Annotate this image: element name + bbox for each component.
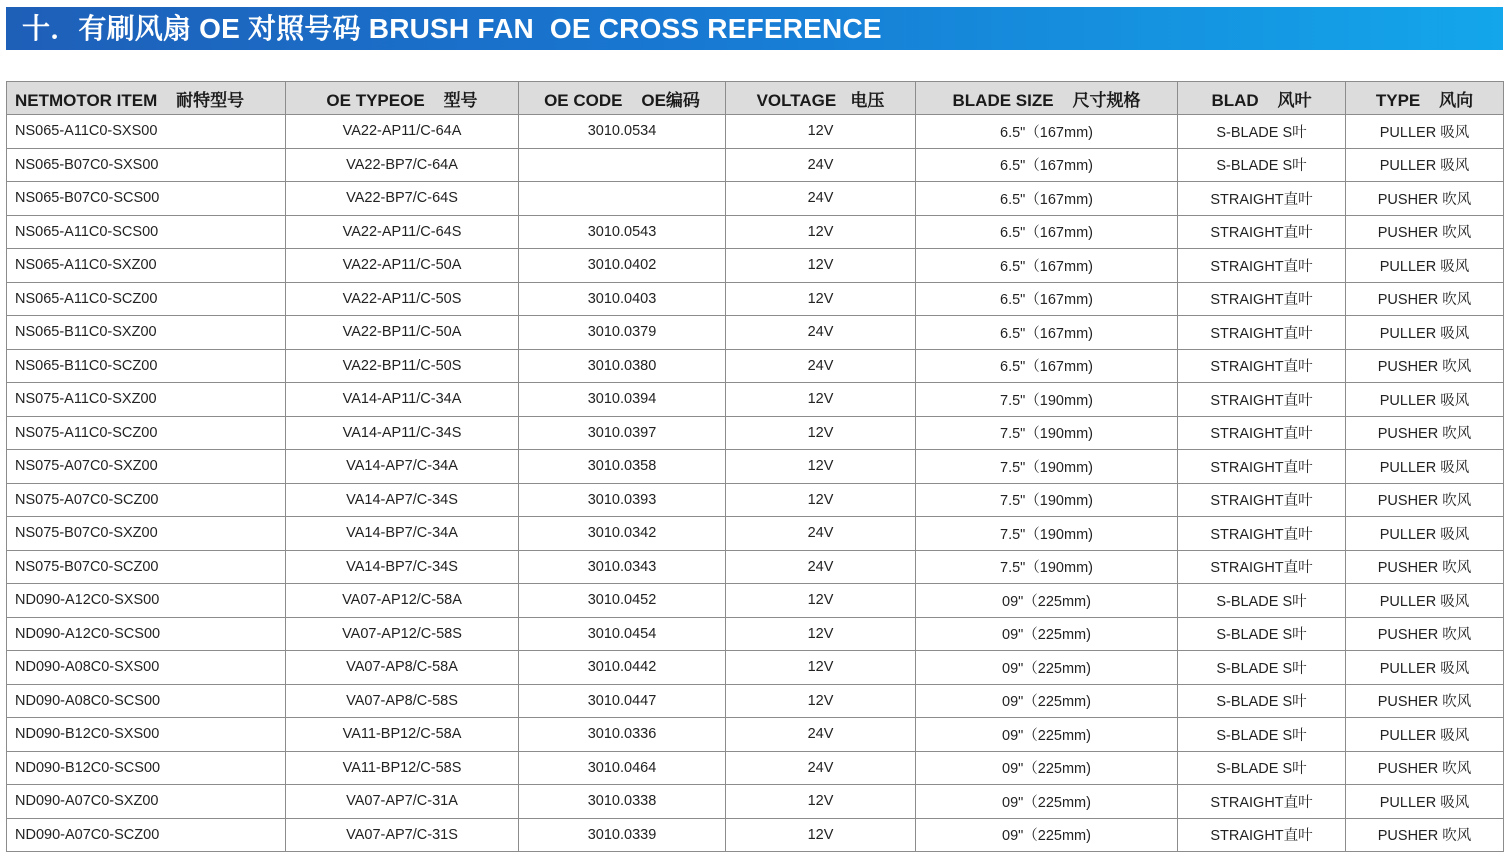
oe-code-cell: 3010.0393 bbox=[519, 483, 726, 517]
oe-code-cell: 3010.0338 bbox=[519, 785, 726, 819]
voltage-cell: 12V bbox=[726, 215, 916, 249]
netmotor-item-cell: NS075-A11C0-SXZ00 bbox=[7, 383, 286, 417]
table-row bbox=[7, 182, 1504, 216]
netmotor-item-cell: ND090-A08C0-SXS00 bbox=[7, 651, 286, 685]
blade-size-cell: 7.5"（190mm) bbox=[916, 416, 1178, 450]
oe-type-cell: VA14-AP7/C-34S bbox=[286, 483, 519, 517]
netmotor-item-cell: NS075-A11C0-SCZ00 bbox=[7, 416, 286, 450]
table-header-row bbox=[7, 82, 1504, 115]
oe-type-cell: VA14-AP7/C-34A bbox=[286, 450, 519, 484]
blade-cell: STRAIGHT直叶 bbox=[1178, 450, 1346, 484]
table-row bbox=[7, 651, 1504, 685]
blade-cell: STRAIGHT直叶 bbox=[1178, 785, 1346, 819]
netmotor-item-cell: NS065-B11C0-SCZ00 bbox=[7, 349, 286, 383]
blade-size-cell: 6.5"（167mm) bbox=[916, 115, 1178, 149]
netmotor-item-cell: NS065-A11C0-SCS00 bbox=[7, 215, 286, 249]
oe-type-cell: VA14-AP11/C-34S bbox=[286, 416, 519, 450]
table-row bbox=[7, 785, 1504, 819]
table-row bbox=[7, 584, 1504, 618]
blade-cell: STRAIGHT直叶 bbox=[1178, 349, 1346, 383]
oe-type-cell: VA22-BP11/C-50S bbox=[286, 349, 519, 383]
oe-code-cell: 3010.0452 bbox=[519, 584, 726, 618]
type-cell: PUSHER 吹风 bbox=[1346, 550, 1504, 584]
netmotor-item-cell: ND090-A07C0-SCZ00 bbox=[7, 818, 286, 852]
voltage-cell: 12V bbox=[726, 416, 916, 450]
type-cell: PULLER 吸风 bbox=[1346, 517, 1504, 551]
table-row bbox=[7, 349, 1504, 383]
oe-code-cell: 3010.0339 bbox=[519, 818, 726, 852]
blade-size-cell: 7.5"（190mm) bbox=[916, 450, 1178, 484]
table-row bbox=[7, 517, 1504, 551]
oe-type-cell: VA07-AP7/C-31S bbox=[286, 818, 519, 852]
oe-type-cell: VA07-AP7/C-31A bbox=[286, 785, 519, 819]
netmotor-item-cell: NS065-B07C0-SXS00 bbox=[7, 148, 286, 182]
oe-type-cell: VA11-BP12/C-58S bbox=[286, 751, 519, 785]
voltage-cell: 24V bbox=[726, 316, 916, 350]
blade-cell: STRAIGHT直叶 bbox=[1178, 517, 1346, 551]
table-row bbox=[7, 450, 1504, 484]
voltage-cell: 12V bbox=[726, 684, 916, 718]
voltage-cell: 12V bbox=[726, 651, 916, 685]
oe-type-cell: VA14-BP7/C-34A bbox=[286, 517, 519, 551]
table-row bbox=[7, 751, 1504, 785]
blade-cell: STRAIGHT直叶 bbox=[1178, 818, 1346, 852]
type-cell: PULLER 吸风 bbox=[1346, 316, 1504, 350]
blade-size-cell: 7.5"（190mm) bbox=[916, 483, 1178, 517]
oe-type-cell: VA14-AP11/C-34A bbox=[286, 383, 519, 417]
table-body bbox=[7, 115, 1504, 852]
voltage-cell: 12V bbox=[726, 818, 916, 852]
blade-cell: STRAIGHT直叶 bbox=[1178, 416, 1346, 450]
oe-cross-reference-table bbox=[6, 81, 1504, 852]
voltage-cell: 12V bbox=[726, 282, 916, 316]
header-blade: BLAD 风叶 bbox=[1178, 82, 1346, 115]
oe-code-cell: 3010.0447 bbox=[519, 684, 726, 718]
netmotor-item-cell: NS075-B07C0-SCZ00 bbox=[7, 550, 286, 584]
oe-type-cell: VA11-BP12/C-58A bbox=[286, 718, 519, 752]
oe-type-cell: VA22-AP11/C-50S bbox=[286, 282, 519, 316]
netmotor-item-cell: NS065-B07C0-SCS00 bbox=[7, 182, 286, 216]
type-cell: PUSHER 吹风 bbox=[1346, 349, 1504, 383]
oe-code-cell: 3010.0397 bbox=[519, 416, 726, 450]
type-cell: PUSHER 吹风 bbox=[1346, 282, 1504, 316]
blade-size-cell: 09"（225mm) bbox=[916, 684, 1178, 718]
blade-cell: S-BLADE S叶 bbox=[1178, 718, 1346, 752]
header-netmotor-item: NETMOTOR ITEM 耐特型号 bbox=[7, 82, 286, 115]
netmotor-item-cell: NS065-A11C0-SCZ00 bbox=[7, 282, 286, 316]
oe-type-cell: VA14-BP7/C-34S bbox=[286, 550, 519, 584]
blade-cell: S-BLADE S叶 bbox=[1178, 751, 1346, 785]
table-row bbox=[7, 282, 1504, 316]
type-cell: PUSHER 吹风 bbox=[1346, 483, 1504, 517]
netmotor-item-cell: NS075-B07C0-SXZ00 bbox=[7, 517, 286, 551]
oe-type-cell: VA22-BP7/C-64S bbox=[286, 182, 519, 216]
table-row bbox=[7, 818, 1504, 852]
table-row bbox=[7, 617, 1504, 651]
type-cell: PULLER 吸风 bbox=[1346, 148, 1504, 182]
blade-cell: STRAIGHT直叶 bbox=[1178, 316, 1346, 350]
oe-code-cell: 3010.0343 bbox=[519, 550, 726, 584]
oe-code-cell: 3010.0342 bbox=[519, 517, 726, 551]
type-cell: PUSHER 吹风 bbox=[1346, 684, 1504, 718]
netmotor-item-cell: NS065-A11C0-SXZ00 bbox=[7, 249, 286, 283]
voltage-cell: 12V bbox=[726, 483, 916, 517]
blade-cell: S-BLADE S叶 bbox=[1178, 148, 1346, 182]
type-cell: PULLER 吸风 bbox=[1346, 249, 1504, 283]
oe-type-cell: VA07-AP12/C-58A bbox=[286, 584, 519, 618]
type-cell: PULLER 吸风 bbox=[1346, 651, 1504, 685]
blade-cell: STRAIGHT直叶 bbox=[1178, 249, 1346, 283]
oe-type-cell: VA22-AP11/C-50A bbox=[286, 249, 519, 283]
blade-size-cell: 6.5"（167mm) bbox=[916, 182, 1178, 216]
table-row bbox=[7, 550, 1504, 584]
oe-type-cell: VA07-AP8/C-58S bbox=[286, 684, 519, 718]
voltage-cell: 24V bbox=[726, 550, 916, 584]
table-row bbox=[7, 115, 1504, 149]
oe-type-cell: VA22-BP11/C-50A bbox=[286, 316, 519, 350]
oe-type-cell: VA07-AP12/C-58S bbox=[286, 617, 519, 651]
blade-size-cell: 09"（225mm) bbox=[916, 718, 1178, 752]
type-cell: PUSHER 吹风 bbox=[1346, 751, 1504, 785]
netmotor-item-cell: NS065-B11C0-SXZ00 bbox=[7, 316, 286, 350]
blade-size-cell: 6.5"（167mm) bbox=[916, 249, 1178, 283]
netmotor-item-cell: ND090-A07C0-SXZ00 bbox=[7, 785, 286, 819]
oe-code-cell: 3010.0543 bbox=[519, 215, 726, 249]
oe-code-cell: 3010.0442 bbox=[519, 651, 726, 685]
voltage-cell: 12V bbox=[726, 584, 916, 618]
table-row bbox=[7, 416, 1504, 450]
oe-code-cell: 3010.0379 bbox=[519, 316, 726, 350]
blade-size-cell: 09"（225mm) bbox=[916, 651, 1178, 685]
type-cell: PULLER 吸风 bbox=[1346, 584, 1504, 618]
netmotor-item-cell: ND090-B12C0-SXS00 bbox=[7, 718, 286, 752]
blade-cell: STRAIGHT直叶 bbox=[1178, 182, 1346, 216]
netmotor-item-cell: ND090-B12C0-SCS00 bbox=[7, 751, 286, 785]
blade-cell: STRAIGHT直叶 bbox=[1178, 282, 1346, 316]
oe-code-cell bbox=[519, 182, 726, 216]
oe-code-cell: 3010.0534 bbox=[519, 115, 726, 149]
netmotor-item-cell: ND090-A12C0-SCS00 bbox=[7, 617, 286, 651]
voltage-cell: 12V bbox=[726, 115, 916, 149]
netmotor-item-cell: NS075-A07C0-SXZ00 bbox=[7, 450, 286, 484]
oe-code-cell: 3010.0394 bbox=[519, 383, 726, 417]
oe-code-cell: 3010.0454 bbox=[519, 617, 726, 651]
blade-size-cell: 09"（225mm) bbox=[916, 584, 1178, 618]
voltage-cell: 12V bbox=[726, 383, 916, 417]
oe-code-cell: 3010.0358 bbox=[519, 450, 726, 484]
voltage-cell: 12V bbox=[726, 249, 916, 283]
title-banner bbox=[6, 7, 1503, 50]
type-cell: PULLER 吸风 bbox=[1346, 383, 1504, 417]
blade-size-cell: 7.5"（190mm) bbox=[916, 550, 1178, 584]
header-voltage: VOLTAGE 电压 bbox=[726, 82, 916, 115]
netmotor-item-cell: ND090-A08C0-SCS00 bbox=[7, 684, 286, 718]
oe-code-cell: 3010.0464 bbox=[519, 751, 726, 785]
header-oe-code: OE CODE OE编码 bbox=[519, 82, 726, 115]
blade-cell: S-BLADE S叶 bbox=[1178, 617, 1346, 651]
oe-type-cell: VA22-AP11/C-64S bbox=[286, 215, 519, 249]
oe-code-cell: 3010.0336 bbox=[519, 718, 726, 752]
voltage-cell: 24V bbox=[726, 148, 916, 182]
voltage-cell: 24V bbox=[726, 517, 916, 551]
voltage-cell: 24V bbox=[726, 182, 916, 216]
netmotor-item-cell: NS065-A11C0-SXS00 bbox=[7, 115, 286, 149]
blade-cell: STRAIGHT直叶 bbox=[1178, 483, 1346, 517]
table-row bbox=[7, 483, 1504, 517]
blade-cell: STRAIGHT直叶 bbox=[1178, 383, 1346, 417]
table-row bbox=[7, 718, 1504, 752]
table-row bbox=[7, 316, 1504, 350]
voltage-cell: 24V bbox=[726, 718, 916, 752]
type-cell: PULLER 吸风 bbox=[1346, 718, 1504, 752]
table-row bbox=[7, 684, 1504, 718]
type-cell: PUSHER 吹风 bbox=[1346, 416, 1504, 450]
type-cell: PUSHER 吹风 bbox=[1346, 617, 1504, 651]
oe-code-cell: 3010.0403 bbox=[519, 282, 726, 316]
blade-size-cell: 6.5"（167mm) bbox=[916, 215, 1178, 249]
voltage-cell: 24V bbox=[726, 349, 916, 383]
blade-size-cell: 6.5"（167mm) bbox=[916, 282, 1178, 316]
blade-size-cell: 7.5"（190mm) bbox=[916, 517, 1178, 551]
blade-size-cell: 6.5"（167mm) bbox=[916, 349, 1178, 383]
blade-cell: S-BLADE S叶 bbox=[1178, 584, 1346, 618]
oe-code-cell bbox=[519, 148, 726, 182]
blade-cell: S-BLADE S叶 bbox=[1178, 684, 1346, 718]
blade-cell: STRAIGHT直叶 bbox=[1178, 215, 1346, 249]
blade-cell: S-BLADE S叶 bbox=[1178, 115, 1346, 149]
oe-type-cell: VA07-AP8/C-58A bbox=[286, 651, 519, 685]
page-title: 十．有刷风扇 OE 对照号码 BRUSH FAN OE CROSS REFERENCE bbox=[22, 13, 882, 44]
voltage-cell: 24V bbox=[726, 751, 916, 785]
oe-type-cell: VA22-AP11/C-64A bbox=[286, 115, 519, 149]
blade-size-cell: 6.5"（167mm) bbox=[916, 148, 1178, 182]
oe-code-cell: 3010.0402 bbox=[519, 249, 726, 283]
header-type: TYPE 风向 bbox=[1346, 82, 1504, 115]
blade-size-cell: 09"（225mm) bbox=[916, 818, 1178, 852]
table-row bbox=[7, 383, 1504, 417]
type-cell: PULLER 吸风 bbox=[1346, 785, 1504, 819]
type-cell: PUSHER 吹风 bbox=[1346, 182, 1504, 216]
header-blade-size: BLADE SIZE 尺寸规格 bbox=[916, 82, 1178, 115]
oe-code-cell: 3010.0380 bbox=[519, 349, 726, 383]
voltage-cell: 12V bbox=[726, 785, 916, 819]
voltage-cell: 12V bbox=[726, 450, 916, 484]
oe-type-cell: VA22-BP7/C-64A bbox=[286, 148, 519, 182]
blade-cell: STRAIGHT直叶 bbox=[1178, 550, 1346, 584]
table-row bbox=[7, 215, 1504, 249]
type-cell: PULLER 吸风 bbox=[1346, 115, 1504, 149]
type-cell: PULLER 吸风 bbox=[1346, 450, 1504, 484]
blade-size-cell: 09"（225mm) bbox=[916, 785, 1178, 819]
header-oe-type: OE TYPEOE 型号 bbox=[286, 82, 519, 115]
netmotor-item-cell: NS075-A07C0-SCZ00 bbox=[7, 483, 286, 517]
table-row bbox=[7, 148, 1504, 182]
table-row bbox=[7, 249, 1504, 283]
blade-size-cell: 09"（225mm) bbox=[916, 617, 1178, 651]
netmotor-item-cell: ND090-A12C0-SXS00 bbox=[7, 584, 286, 618]
blade-size-cell: 7.5"（190mm) bbox=[916, 383, 1178, 417]
blade-cell: S-BLADE S叶 bbox=[1178, 651, 1346, 685]
type-cell: PUSHER 吹风 bbox=[1346, 215, 1504, 249]
voltage-cell: 12V bbox=[726, 617, 916, 651]
blade-size-cell: 6.5"（167mm) bbox=[916, 316, 1178, 350]
blade-size-cell: 09"（225mm) bbox=[916, 751, 1178, 785]
type-cell: PUSHER 吹风 bbox=[1346, 818, 1504, 852]
